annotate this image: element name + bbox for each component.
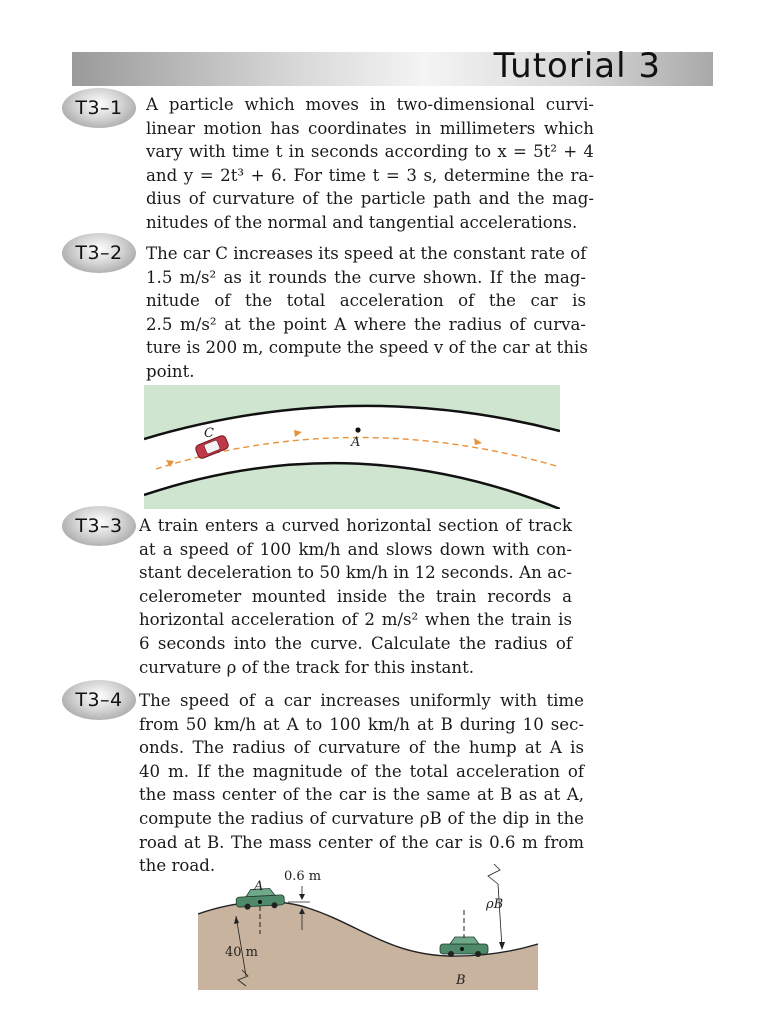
mass-center-b xyxy=(460,947,464,951)
radius-b-label: ρB xyxy=(486,897,504,912)
text-line: compute the radius of curvature ρB of the dip in the xyxy=(139,808,584,828)
point-a xyxy=(355,427,360,432)
mass-center-a xyxy=(258,900,262,904)
text-line: from 50 km/h at A to 100 km/h at B during 10 sec- xyxy=(139,714,584,734)
car-label-c: C xyxy=(204,426,214,441)
text-line: road at B. The mass center of the car is 0.6 m from xyxy=(139,832,584,852)
text-line: 40 m. If the magnitude of the total acceleration of xyxy=(139,761,584,781)
point-label-a: A xyxy=(351,435,361,450)
radius-line-b xyxy=(498,884,502,948)
problem-badge-t3-3: T3–3 xyxy=(62,506,136,546)
problem-badge-t3-4: T3–4 xyxy=(62,680,136,720)
problem-badge-t3-1: T3–1 xyxy=(62,88,136,128)
text-line: curvature ρ of the track for this instant. xyxy=(139,657,475,677)
curved-road-figure xyxy=(144,385,560,509)
radius-arrow-b xyxy=(499,942,505,950)
problem-text-t3-3 xyxy=(139,514,572,679)
text-line: stant deceleration to 50 km/h in 12 seconds. An ac- xyxy=(139,563,572,583)
text-line: the mass center of the car is the same at B as at A, xyxy=(139,785,584,805)
text-line: A particle which moves in two-dimensional curvi- xyxy=(146,95,594,114)
car-at-b xyxy=(440,937,488,957)
text-line: A train enters a curved horizontal section of track xyxy=(139,516,572,535)
break-mark-b xyxy=(488,864,500,884)
height-arrow-top xyxy=(299,894,305,900)
text-line: ture is 200 m, compute the speed v of the car at this xyxy=(146,338,588,358)
text-line: nitude of the total acceleration of the car is xyxy=(146,291,586,311)
page-title: Tutorial 3 xyxy=(493,46,661,86)
text-line: the road. xyxy=(139,856,216,876)
text-line: The speed of a car increases uniformly with time xyxy=(139,691,584,710)
text-line: 2.5 m/s² at the point A where the radius of curva- xyxy=(146,314,586,334)
text-line: and y = 2t³ + 6. For time t = 3 s, determine the ra- xyxy=(146,165,594,185)
problem-text-t3-4 xyxy=(139,689,584,878)
text-line: nitudes of the normal and tangential accelerations. xyxy=(146,212,578,232)
label-b: B xyxy=(456,973,466,988)
problem-text-t3-2 xyxy=(146,242,586,384)
text-line: 6 seconds into the curve. Calculate the radius of xyxy=(139,633,572,653)
text-line: linear motion has coordinates in millimeters which xyxy=(146,118,594,138)
text-line: point. xyxy=(146,361,195,381)
problem-badge-t3-2: T3–2 xyxy=(62,233,136,273)
hump-dip-figure xyxy=(198,858,538,990)
title-bar xyxy=(72,46,713,86)
text-line: horizontal acceleration of 2 m/s² when the train is xyxy=(139,610,572,630)
text-line: onds. The radius of curvature of the hump at A is xyxy=(139,738,584,758)
text-line: 1.5 m/s² as it rounds the curve shown. If the mag- xyxy=(146,267,586,287)
text-line: at a speed of 100 km/h and slows down with con- xyxy=(139,539,572,559)
text-line: dius of curvature of the particle path and the mag- xyxy=(146,189,594,209)
problem-text-t3-1 xyxy=(146,93,594,235)
label-a: A xyxy=(254,879,264,894)
text-line: The car C increases its speed at the constant rate of xyxy=(146,244,587,263)
radius-a-label: 40 m xyxy=(225,945,259,960)
height-label: 0.6 m xyxy=(284,869,322,884)
text-line: celerometer mounted inside the train records a xyxy=(139,586,572,606)
text-line: vary with time t in seconds according to x = 5t² + 4 xyxy=(146,142,594,162)
